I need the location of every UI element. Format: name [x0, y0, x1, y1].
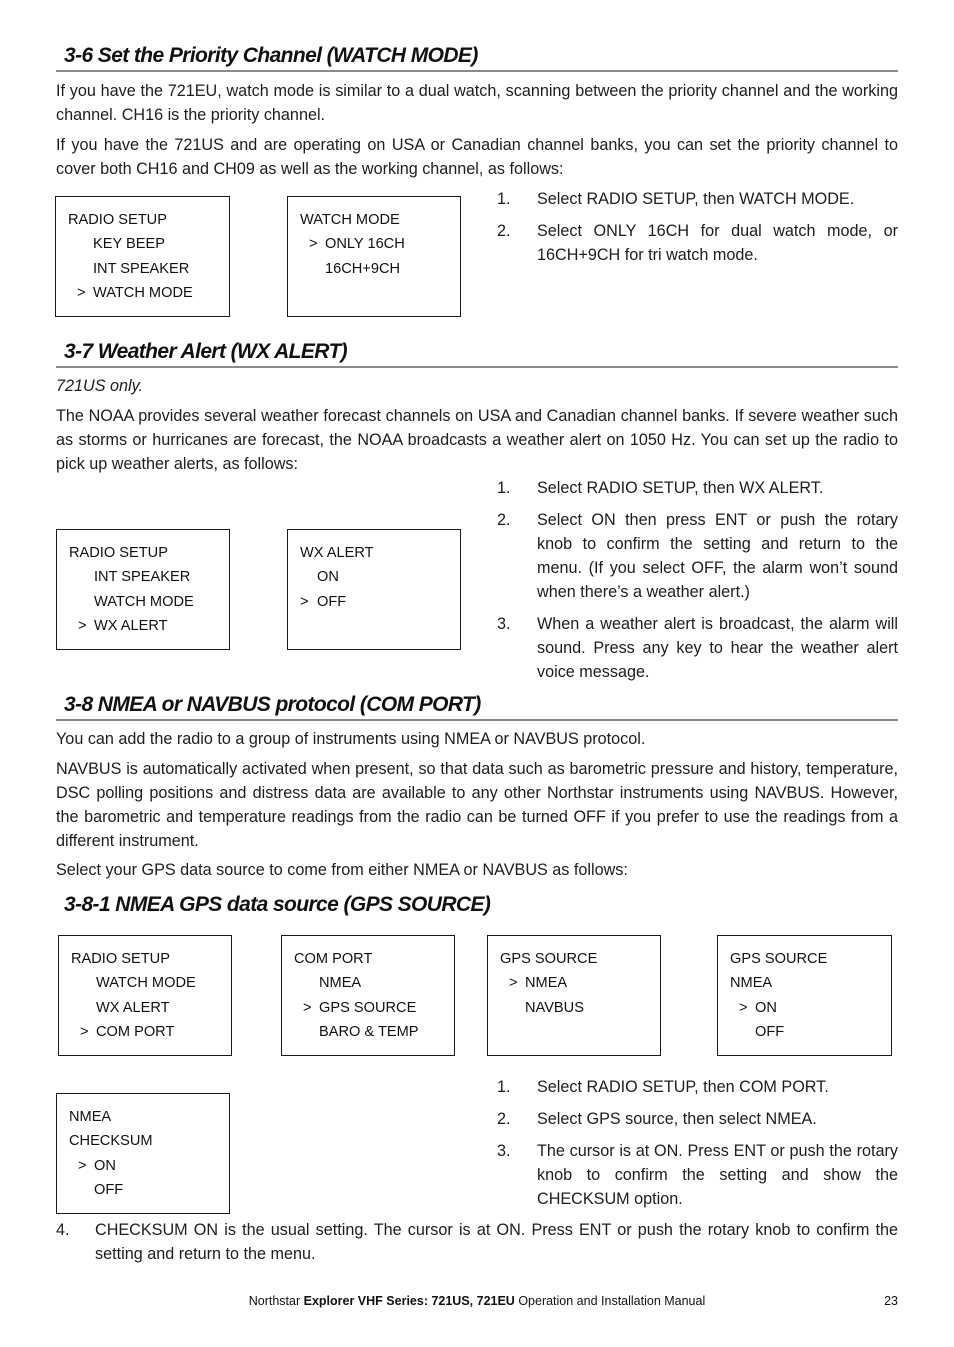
step-item: 2. Select ON then press ENT or push the rotary knob to confirm the setting and return to the menu. (If you select OFF, the alarm won’t sound when there’s a weather alert.)	[497, 511, 898, 601]
cursor-icon: >	[78, 1157, 87, 1174]
menu-title: RADIO SETUP	[69, 545, 168, 561]
section-heading-3-8: 3-8 NMEA or NAVBUS protocol (COM PORT)	[56, 693, 898, 721]
paragraph: If you have the 721EU, watch mode is similar to a dual watch, scanning between the priority channel and the working channel. CH16 is the priority channel.	[56, 82, 898, 124]
step-item: 2. Select ONLY 16CH for dual watch mode, or 16CH+9CH for tri watch mode.	[497, 222, 898, 264]
menu-screen-radio-setup	[55, 196, 230, 317]
menu-item-selected: > ON	[69, 1154, 217, 1178]
paragraph: Select your GPS data source to come from either NMEA or NAVBUS as follows:	[56, 861, 628, 879]
menu-item: OFF	[755, 1023, 785, 1040]
menu-item: ON	[317, 569, 339, 586]
cursor-icon: >	[739, 999, 748, 1016]
cursor-icon: >	[309, 236, 318, 253]
steps-list	[497, 1075, 898, 1219]
cursor-icon: >	[80, 1023, 89, 1040]
menu-item: OFF	[94, 1181, 124, 1198]
section-heading-3-6: 3-6 Set the Priority Channel (WATCH MODE)	[56, 44, 898, 72]
menu-item: WATCH MODE	[96, 975, 196, 992]
step-item: 1. Select RADIO SETUP, then COM PORT.	[497, 1078, 829, 1096]
step-item: 3. When a weather alert is broadcast, the alarm will sound. Press any key to hear the weather alert voice message.	[497, 615, 898, 681]
menu-item: NMEA	[319, 975, 362, 992]
menu-title: GPS SOURCE	[500, 951, 598, 967]
paragraph: You can add the radio to a group of instruments using NMEA or NAVBUS protocol.	[56, 730, 646, 748]
menu-item: INT SPEAKER	[93, 260, 190, 277]
footer-title: Northstar Explorer VHF Series: 721US, 721EU Operation and Installation Manual	[248, 1294, 706, 1308]
menu-item-selected: > WX ALERT	[69, 614, 217, 638]
menu-item-selected: > GPS SOURCE	[294, 996, 442, 1020]
menu-item: BARO & TEMP	[319, 1023, 419, 1040]
menu-title: COM PORT	[294, 951, 373, 967]
menu-title: RADIO SETUP	[71, 951, 170, 967]
menu-screen-com-port	[281, 935, 455, 1056]
menu-subtitle: CHECKSUM	[69, 1133, 153, 1150]
menu-screen-gps-source	[487, 935, 661, 1056]
step-item: 3. The cursor is at ON. Press ENT or push the rotary knob to confirm the setting and show the CHECKSUM option.	[497, 1142, 898, 1208]
step-item: 1. Select RADIO SETUP, then WATCH MODE.	[497, 190, 855, 208]
menu-title: WX ALERT	[300, 545, 374, 561]
note: 721US only.	[56, 377, 143, 395]
menu-title: GPS SOURCE	[730, 951, 828, 967]
menu-item-selected: > COM PORT	[71, 1020, 219, 1044]
page-number: 23	[884, 1294, 898, 1308]
menu-screen-nmea-checksum	[56, 1093, 230, 1214]
cursor-icon: >	[78, 617, 87, 634]
cursor-icon: >	[77, 284, 86, 301]
steps-list	[497, 476, 898, 692]
menu-item: NAVBUS	[525, 999, 584, 1016]
cursor-icon: >	[300, 593, 309, 610]
cursor-icon: >	[509, 975, 518, 992]
menu-item: WATCH MODE	[94, 593, 194, 610]
menu-title: RADIO SETUP	[68, 212, 167, 228]
menu-subtitle: NMEA	[730, 975, 773, 992]
menu-title: WATCH MODE	[300, 212, 400, 228]
step-item: 2. Select GPS source, then select NMEA.	[497, 1110, 817, 1128]
menu-screen-watch-mode	[287, 196, 461, 317]
step-item: 4. CHECKSUM ON is the usual setting. The cursor is at ON. Press ENT or push the rotary knob to confirm the setting and return to the menu.	[56, 1221, 898, 1263]
section-heading-3-7: 3-7 Weather Alert (WX ALERT)	[56, 340, 898, 368]
menu-item: INT SPEAKER	[94, 569, 191, 586]
menu-item-selected: > ONLY 16CH	[300, 232, 448, 256]
menu-item-selected: > WATCH MODE	[68, 281, 217, 305]
cursor-icon: >	[303, 999, 312, 1016]
menu-item: 16CH+9CH	[325, 260, 401, 277]
menu-screen-radio-setup	[56, 529, 230, 650]
menu-item: WX ALERT	[96, 999, 170, 1016]
menu-item: KEY BEEP	[93, 236, 165, 253]
menu-screen-gps-source-nmea	[717, 935, 892, 1056]
menu-screen-radio-setup	[58, 935, 232, 1056]
menu-item-selected: > OFF	[300, 590, 448, 614]
menu-item-selected: > ON	[730, 996, 879, 1020]
steps-list	[497, 187, 898, 275]
menu-screen-wx-alert	[287, 529, 461, 650]
paragraph: NAVBUS is automatically activated when present, so that data such as barometric pressure and history, temperature, DSC polling positions and distress data are available to any other Northstar instruments using NAVBUS. However, the barometric and temperature readings from the radio can be turned OFF if you prefer to use the readings from a different instrument.	[56, 760, 898, 850]
paragraph: If you have the 721US and are operating on USA or Canadian channel banks, you can set the priority channel to cover both CH16 and CH09 as well as the working channel, as follows:	[56, 136, 898, 178]
paragraph: The NOAA provides several weather forecast channels on USA and Canadian channel banks. If severe weather such as storms or hurricanes are forecast, the NOAA broadcasts a weather alert on 1050 Hz. You can set up the radio to pick up weather alerts, as follows:	[56, 407, 898, 473]
step-item: 1. Select RADIO SETUP, then WX ALERT.	[497, 479, 824, 497]
subsection-heading-3-8-1: 3-8-1 NMEA GPS data source (GPS SOURCE)	[64, 893, 491, 916]
menu-item-selected: > NMEA	[500, 971, 648, 995]
menu-title: NMEA	[69, 1109, 112, 1125]
